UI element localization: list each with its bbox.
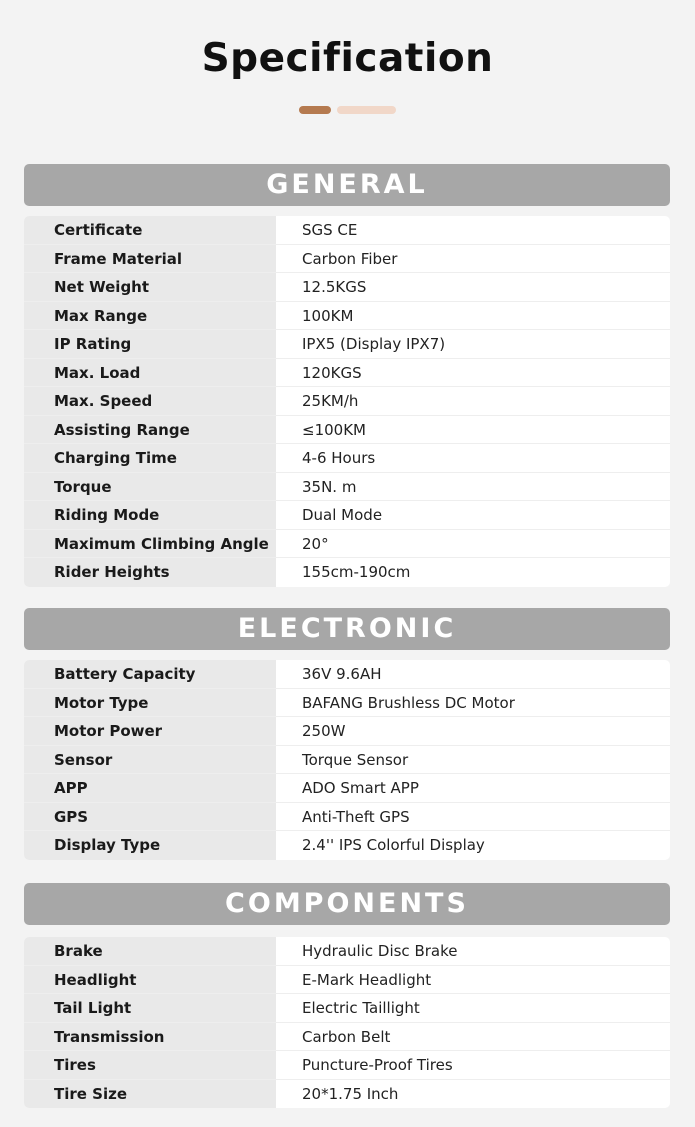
title-decoration: [0, 106, 695, 114]
spec-row: [24, 473, 670, 502]
spec-value: E-Mark Headlight: [302, 970, 432, 989]
spec-label: Max. Speed: [24, 387, 276, 415]
spec-value: 36V 9.6AH: [302, 665, 382, 683]
page-title: Specification: [201, 36, 494, 81]
spec-value: Hydraulic Disc Brake: [302, 942, 458, 960]
spec-table-general: [24, 216, 670, 587]
spec-value: IPX5 (Display IPX7): [302, 335, 446, 353]
section-header-general: GENERAL: [24, 164, 670, 206]
spec-label: Certificate: [24, 216, 276, 244]
spec-row: [24, 774, 670, 803]
spec-label: Frame Material: [24, 245, 276, 273]
spec-row: [24, 803, 670, 832]
spec-value: Dual Mode: [302, 506, 383, 524]
spec-value: 120KGS: [302, 363, 362, 382]
spec-value: Carbon Belt: [302, 1027, 391, 1046]
spec-value: 20*1.75 Inch: [302, 1084, 399, 1103]
section-header-electronic: ELECTRONIC: [24, 608, 670, 650]
spec-row: [24, 273, 670, 302]
spec-row: [24, 994, 670, 1023]
spec-row: [24, 1080, 670, 1109]
spec-row: [24, 1023, 670, 1052]
spec-row: [24, 416, 670, 445]
spec-label: Display Type: [24, 831, 276, 860]
spec-label: Battery Capacity: [24, 660, 276, 688]
spec-value: Electric Taillight: [302, 999, 420, 1017]
spec-value: 12.5KGS: [302, 278, 367, 296]
spec-value: ≤100KM: [302, 420, 366, 439]
spec-value: 25KM/h: [302, 392, 359, 410]
spec-label: Motor Type: [24, 689, 276, 717]
spec-value: 4-6 Hours: [302, 449, 376, 467]
spec-label: IP Rating: [24, 330, 276, 358]
spec-row: [24, 444, 670, 473]
spec-label: Charging Time: [24, 444, 276, 472]
spec-label: Riding Mode: [24, 501, 276, 529]
spec-value: 35N. m: [302, 477, 357, 496]
spec-label: Rider Heights: [24, 558, 276, 587]
spec-label: Headlight: [24, 966, 276, 994]
spec-row: [24, 831, 670, 860]
spec-label: Sensor: [24, 746, 276, 774]
spec-label: Assisting Range: [24, 416, 276, 444]
spec-label: APP: [24, 774, 276, 802]
section-header-components: COMPONENTS: [24, 883, 670, 925]
accent-dash-light: [337, 106, 396, 114]
spec-row: [24, 359, 670, 388]
spec-value: Carbon Fiber: [302, 249, 398, 268]
spec-label: GPS: [24, 803, 276, 831]
spec-label: Tire Size: [24, 1080, 276, 1109]
spec-row: [24, 302, 670, 331]
spec-row: [24, 530, 670, 559]
spec-label: Max. Load: [24, 359, 276, 387]
spec-label: Tail Light: [24, 994, 276, 1022]
spec-label: Motor Power: [24, 717, 276, 745]
spec-value: 250W: [302, 722, 346, 740]
spec-label: Max Range: [24, 302, 276, 330]
spec-row: [24, 245, 670, 274]
spec-row: [24, 1051, 670, 1080]
spec-row: [24, 216, 670, 245]
spec-value: Torque Sensor: [302, 750, 409, 769]
spec-value: Anti-Theft GPS: [302, 807, 410, 826]
spec-row: [24, 689, 670, 718]
spec-value: 155cm-190cm: [302, 563, 411, 581]
spec-value: Puncture-Proof Tires: [302, 1056, 453, 1074]
spec-row: [24, 387, 670, 416]
spec-table-electronic: [24, 660, 670, 860]
spec-label: Transmission: [24, 1023, 276, 1051]
spec-value: BAFANG Brushless DC Motor: [302, 693, 515, 712]
spec-row: [24, 937, 670, 966]
spec-row: [24, 660, 670, 689]
spec-value: 100KM: [302, 306, 354, 325]
spec-value: SGS CE: [302, 221, 358, 239]
spec-row: [24, 501, 670, 530]
spec-row: [24, 746, 670, 775]
spec-row: [24, 330, 670, 359]
spec-label: Net Weight: [24, 273, 276, 301]
spec-row: [24, 558, 670, 587]
spec-label: Tires: [24, 1051, 276, 1079]
accent-dash-dark: [299, 106, 331, 114]
spec-label: Torque: [24, 473, 276, 501]
spec-value: 2.4'' IPS Colorful Display: [302, 836, 485, 854]
spec-value: 20°: [302, 534, 329, 553]
spec-label: Maximum Climbing Angle: [24, 530, 276, 558]
spec-row: [24, 966, 670, 995]
spec-value: ADO Smart APP: [302, 779, 419, 797]
spec-label: Brake: [24, 937, 276, 965]
spec-table-components: [24, 937, 670, 1108]
spec-row: [24, 717, 670, 746]
